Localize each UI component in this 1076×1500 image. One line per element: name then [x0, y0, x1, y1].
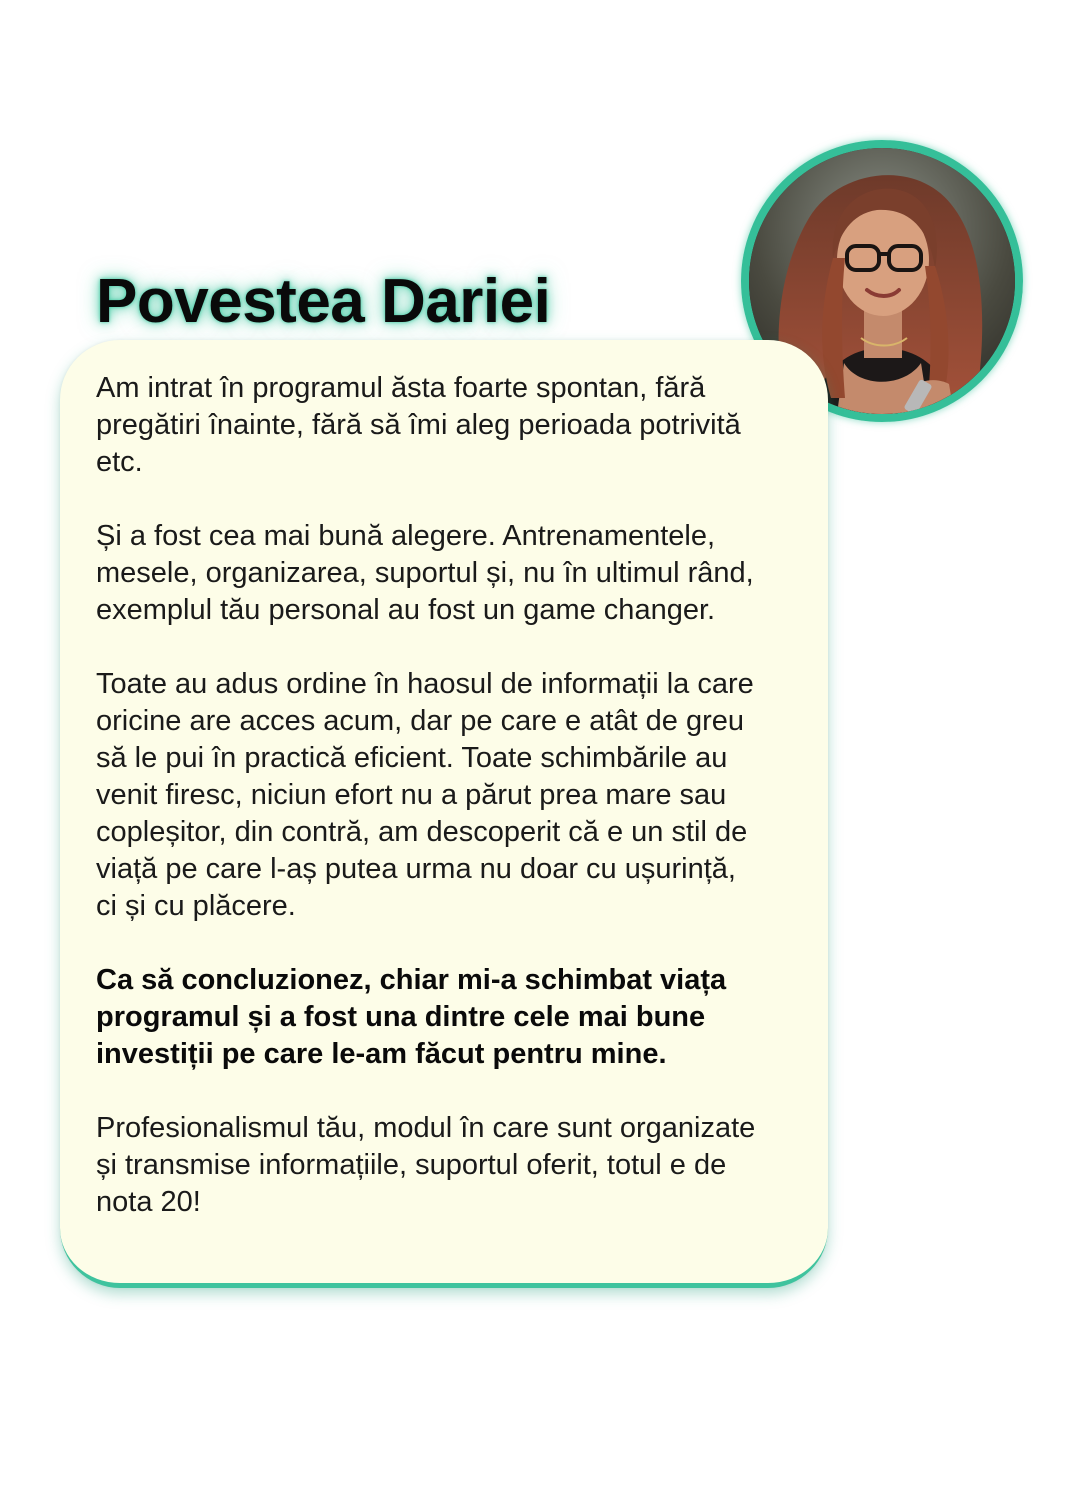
- paragraph-choice: Și a fost cea mai bună alegere. Antrenamentele, mesele, organizarea, suportul și, nu în ultimul rând, exemplul tău personal au fost un game changer.: [96, 520, 754, 626]
- paragraph-professionalism: Profesionalismul tău, modul în care sunt organizate și transmise informațiile, suportul oferit, totul e de nota 20!: [96, 1112, 756, 1218]
- paragraph-intro: Am intrat în programul ăsta foarte spontan, fără pregătiri înainte, fără să îmi aleg perioada potrivită etc.: [96, 372, 741, 478]
- paragraph-order: Toate au adus ordine în haosul de informații la care oricine are acces acum, dar pe care e atât de greu să le pui în practică eficient. Toate schimbările au venit firesc, niciun efort nu a părut prea mare sau copleșitor, din contră, am descoperit că e un stil de viață pe care l-aș putea urma nu doar cu ușurință, ci și cu plăcere.: [96, 668, 754, 922]
- page-title: Povestea Dariei: [96, 267, 551, 336]
- testimonial-card: [60, 340, 828, 1288]
- paragraph-conclusion: Ca să concluzionez, chiar mi-a schimbat viața programul și a fost una dintre cele mai bune investiții pe care le-am făcut pentru mine.: [96, 964, 727, 1070]
